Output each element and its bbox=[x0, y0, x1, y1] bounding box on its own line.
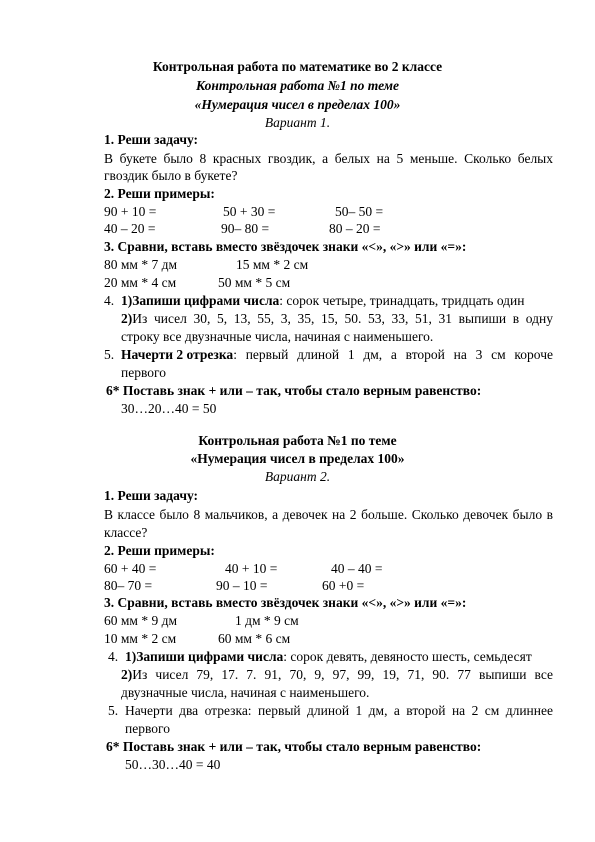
v1-example: 80 – 20 = bbox=[329, 221, 381, 236]
test-subtitle: Контрольная работа №1 по теме bbox=[196, 78, 399, 93]
v1-task6-heading: 6* Поставь знак + или – так, чтобы стало верным равенство: bbox=[106, 383, 482, 398]
v2-task3-heading: 3. Сравни, вставь вместо звёздочек знаки «<», «>» или «=»: bbox=[104, 595, 467, 610]
v2-task1-heading: 1. Реши задачу: bbox=[104, 488, 199, 503]
v1-task3-heading: 3. Сравни, вставь вместо звёздочек знаки «<», «>» или «=»: bbox=[104, 239, 467, 254]
v1-task5-line2: первого bbox=[121, 365, 166, 380]
v2-task4b-line2: двузначные числа, начиная с наименьшего. bbox=[121, 685, 370, 700]
v2-comparison: 60 мм * 6 см bbox=[218, 631, 291, 646]
v1-task1-heading: 1. Реши задачу: bbox=[104, 132, 199, 147]
v2-task4b-line1 bbox=[121, 666, 553, 684]
v1-example: 40 – 20 = bbox=[104, 221, 156, 236]
v1-task5-bold: Начерти 2 отрезка bbox=[121, 347, 234, 362]
v1-task5-number: 5. bbox=[104, 347, 115, 362]
v2-topic: «Нумерация чисел в пределах 100» bbox=[190, 451, 405, 466]
v1-task4-line bbox=[121, 292, 525, 310]
v1-example: 90 + 10 = bbox=[104, 204, 157, 219]
v2-task1-text-line1: В классе было 8 мальчиков, а девочек на 2 больше. Сколько девочек было в bbox=[104, 507, 553, 522]
v1-task4b-bold: 2) bbox=[121, 311, 133, 326]
v2-task5-line1: Начерти два отрезка: первый длиной 1 дм, а второй на 2 см длиннее bbox=[125, 703, 553, 718]
v2-task4-line bbox=[125, 648, 532, 666]
v1-task4-rest: : сорок четыре, тринадцать, тридцать один bbox=[279, 293, 525, 308]
v1-task4b-line1 bbox=[121, 310, 553, 328]
v2-task6-heading: 6* Поставь знак + или – так, чтобы стало верным равенство: bbox=[106, 739, 482, 754]
v1-example: 50 + 30 = bbox=[223, 204, 276, 219]
v2-task5-line2: первого bbox=[125, 721, 170, 736]
variant-1-label: Вариант 1. bbox=[264, 115, 331, 130]
v2-example: 80– 70 = bbox=[104, 578, 153, 593]
v2-example: 60 + 40 = bbox=[104, 561, 157, 576]
v2-example: 40 + 10 = bbox=[225, 561, 278, 576]
test-topic: «Нумерация чисел в пределах 100» bbox=[194, 97, 401, 112]
v1-task1-text-line1: В букете было 8 красных гвоздик, а белых на 5 меньше. Сколько белых bbox=[104, 151, 553, 166]
v1-task4-bold: 1)Запиши цифрами числа bbox=[121, 293, 280, 308]
variant-2-label: Вариант 2. bbox=[264, 469, 331, 484]
v1-example: 50– 50 = bbox=[335, 204, 384, 219]
v2-task4-rest: : сорок девять, девяносто шесть, семьдесят bbox=[283, 649, 532, 664]
v2-example: 90 – 10 = bbox=[216, 578, 268, 593]
v2-task4-bold: 1)Запиши цифрами числа bbox=[125, 649, 284, 664]
v2-task4b-text: Из чисел 79, 17. 7. 91, 70, 9, 97, 99, 19, 71, 90. 77 выпиши все bbox=[132, 667, 553, 682]
v1-task2-heading: 2. Реши примеры: bbox=[104, 186, 215, 201]
v2-comparison: 60 мм * 9 дм bbox=[104, 613, 177, 628]
v1-task4b-text: Из чисел 30, 5, 13, 55, 3, 35, 15, 50. 53, 33, 51, 31 выпиши в одну bbox=[132, 311, 553, 326]
v1-task6-expression: 30…20…40 = 50 bbox=[121, 401, 217, 416]
v1-comparison: 15 мм * 2 см bbox=[236, 257, 309, 272]
v1-task5-rest: : первый длиной 1 дм, а второй на 3 см короче bbox=[233, 347, 553, 362]
v2-task2-heading: 2. Реши примеры: bbox=[104, 543, 215, 558]
page-title: Контрольная работа по математике во 2 классе bbox=[152, 59, 443, 74]
v1-comparison: 80 мм * 7 дм bbox=[104, 257, 177, 272]
v2-task1-text-line2: классе? bbox=[104, 525, 148, 540]
v1-comparison: 50 мм * 5 см bbox=[218, 275, 291, 290]
v1-task5-line1 bbox=[121, 346, 553, 364]
v2-example: 40 – 40 = bbox=[331, 561, 383, 576]
v2-task6-expression: 50…30…40 = 40 bbox=[125, 757, 221, 772]
v2-example: 60 +0 = bbox=[322, 578, 365, 593]
v2-comparison: 1 дм * 9 см bbox=[235, 613, 299, 628]
v2-task4b-bold: 2) bbox=[121, 667, 133, 682]
v1-example: 90– 80 = bbox=[221, 221, 270, 236]
v2-comparison: 10 мм * 2 см bbox=[104, 631, 177, 646]
v1-comparison: 20 мм * 4 см bbox=[104, 275, 177, 290]
v2-task5-number: 5. bbox=[108, 703, 119, 718]
v1-task4b-line2: строку все двузначные числа, начиная с наименьшего. bbox=[121, 329, 434, 344]
v2-task4-number: 4. bbox=[108, 649, 119, 664]
v1-task4-number: 4. bbox=[104, 293, 115, 308]
v1-task1-text-line2: гвоздик было в букете? bbox=[104, 168, 238, 183]
v2-subtitle: Контрольная работа №1 по теме bbox=[198, 433, 397, 448]
